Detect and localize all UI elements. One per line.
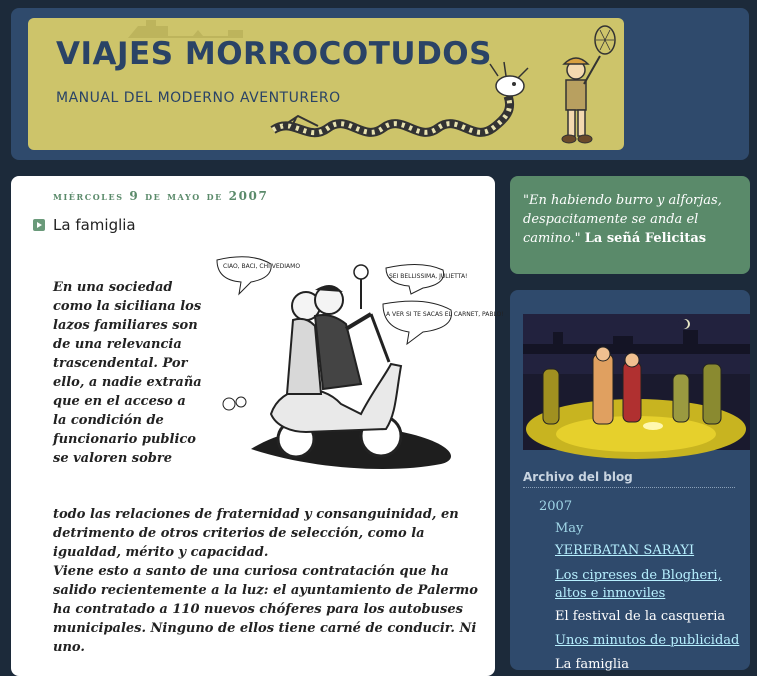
archive-post-link[interactable]: Los cipreses de Blogheri, altos e inmoviles: [555, 568, 722, 601]
speech-bubble-2: SEI BELLISSIMA, JULIETTA!: [389, 273, 468, 280]
speech-bubble-3: A VER SI TE SACAS EL CARNET, PABLO!: [386, 311, 504, 318]
quote: [523, 191, 741, 248]
archive-post-current[interactable]: La famiglia: [555, 657, 629, 672]
header-banner[interactable]: [28, 18, 624, 150]
header: [11, 8, 749, 160]
post-title-link[interactable]: La famiglia: [53, 216, 136, 234]
quote-text: "En habiendo burro y alforjas, despacitamente se anda el camino.": [523, 193, 722, 246]
archive-post-link[interactable]: El festival de la casqueria: [555, 609, 726, 624]
archive-post-link[interactable]: YEREBATAN SARAYI: [555, 543, 695, 558]
archive-post-link[interactable]: Unos minutos de publicidad: [555, 633, 740, 648]
archive-heading: Archivo del blog: [523, 470, 735, 488]
arrow-right-icon: [33, 219, 45, 231]
post-title-row: [33, 216, 136, 234]
quote-author: La señá Felicitas: [584, 231, 707, 246]
blog-description: MANUAL DEL MODERNO AVENTURERO: [56, 90, 341, 106]
post-body-text: todo las relaciones de fraternidad y consanguinidad, en detrimento de otros criterios de selección, como la igualdad, mérito y capacidad. Viene esto a santo de una curiosa contratación que ha salido recientemente a la luz: el ayuntamiento de Palermo ha contratado a 110 nuevos chóferes para los autobuses municipales. Ninguno de ellos tiene carné de conducir. Ni uno.: [53, 507, 478, 655]
sidebar-illustration[interactable]: [523, 314, 750, 450]
post-cartoon-image[interactable]: [211, 254, 504, 476]
speech-bubble-1: CIAO, BACI, CHI VEDIAMO: [223, 263, 301, 270]
main-column: [11, 176, 504, 676]
quote-widget: [510, 176, 750, 274]
post-body-intro: En una sociedad como la siciliana los lazos familiares son de una relevancia trascendental. Por ello, a nadie extraña que en el acceso a la condición de funcionario publico se valoren sobre: [53, 280, 202, 466]
sidebar: [510, 290, 750, 670]
archive-month-may[interactable]: May: [555, 521, 584, 536]
archive-year-2007[interactable]: 2007: [539, 499, 573, 514]
post-date: miércoles 9 de mayo de 2007: [53, 189, 269, 203]
blog-title[interactable]: VIAJES MORROCOTUDOS: [56, 36, 492, 72]
